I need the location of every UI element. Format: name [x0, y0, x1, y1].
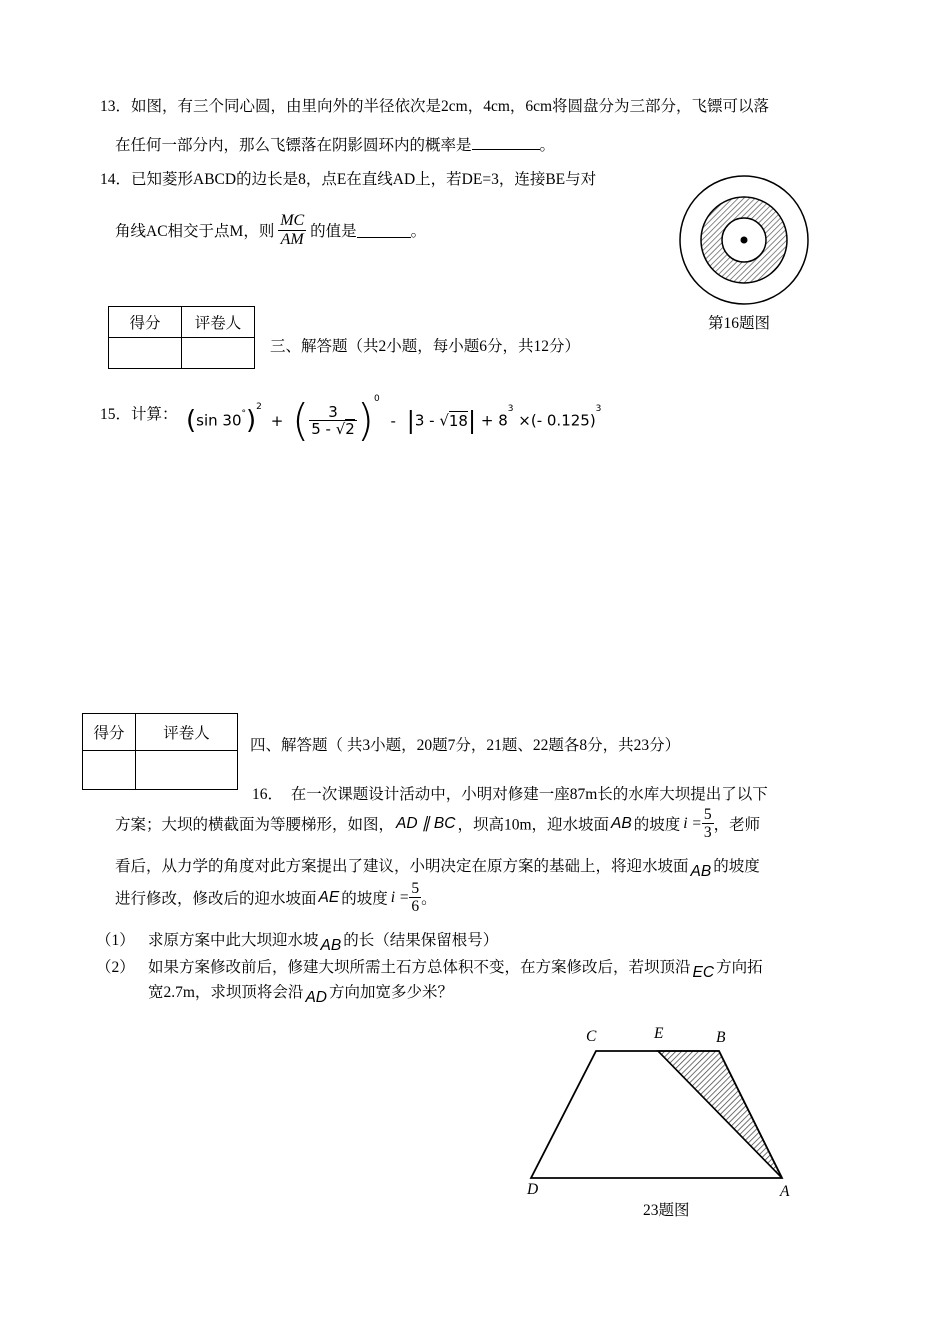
q16-slope2-den: 6 [411, 898, 420, 916]
q14-line1: 14．已知菱形ABCD的边长是8，点E在直线AD上，若DE=3，连接BE与对 [100, 171, 597, 188]
fig16-concentric-circles [676, 175, 812, 311]
fig23-label-a: A [780, 1183, 790, 1200]
fig23-dam-diagram [520, 1020, 810, 1200]
fig23-label-b: B [716, 1029, 726, 1046]
q15-abs-root: 18 [448, 411, 468, 430]
q15-plus: + [270, 411, 284, 430]
q14-frac-num: MC [280, 212, 305, 229]
q15-neg: (- 0.125) [530, 411, 596, 430]
q16-line3 [115, 854, 760, 880]
q16-line4b: AE [318, 888, 340, 906]
q16-line2g: ，老师 [713, 816, 761, 834]
section3-heading: 三、解答题（共2小题，每小题6分，共12分） [270, 338, 581, 355]
grader-header: 评卷人 [182, 307, 255, 338]
q16-line3c: 的坡度 [713, 858, 760, 875]
q14-end: 。 [410, 223, 427, 241]
q16-slope2-num: 5 [411, 880, 420, 897]
grader-cell[interactable] [182, 338, 255, 369]
q16-part2-num: （2） [96, 959, 135, 976]
q15-abs-a: 3 - [414, 411, 435, 430]
grader-cell-2[interactable] [136, 751, 238, 790]
q15-frac-den-root: 2 [345, 420, 355, 438]
q16-part1-text-a: 求原方案中此大坝迎水坡 [148, 932, 319, 949]
q15-exp3: 3 [507, 404, 514, 414]
q15-deg: ° [241, 409, 247, 419]
q16-part2-line2 [148, 980, 453, 1006]
q16-line4e: 。 [421, 890, 437, 908]
q15-exp2: 2 [256, 402, 262, 412]
score-cell[interactable] [109, 338, 182, 369]
q16-line2d: AB [611, 814, 632, 832]
q15-fraction: $\frac{3}{5 - √2}$ [311, 402, 355, 438]
q16-line2a: 方案；大坝的横截面为等腰梯形，如图， [115, 816, 395, 834]
q16-line2f: i = [683, 814, 702, 832]
score-table-1 [108, 306, 255, 369]
q16-slope1 [702, 806, 714, 841]
q16-part2 [96, 955, 763, 981]
fig23-label-c: C [586, 1028, 597, 1045]
q14-answer-blank[interactable] [357, 223, 411, 238]
q16-line4c: 的坡度 [341, 890, 388, 908]
q16-part1-text-c: 的长（结果保留根号） [343, 932, 499, 949]
q16-line2e: 的坡度 [633, 816, 681, 834]
q15-sin: sin 30 [196, 411, 242, 430]
q15-formula: (sin 30°)$^2$ + ( $\frac{3}{5 - √2}$ )$^0 - |3 - √18| + 8^3$ ×(- 0.125)$^3$ [186, 394, 602, 446]
fig23-label-e: E [654, 1025, 664, 1042]
fig23-label-d: D [527, 1181, 539, 1198]
q16-part2-text-c: 方向拓 [716, 959, 763, 976]
q16-part1-text-b: AB [320, 937, 342, 954]
q15-exp3b: 3 [595, 404, 602, 414]
q15-exp0: 0 [374, 394, 380, 404]
q15-label: 15．计算： [100, 406, 178, 423]
q16-part2-line2c: 方向加宽多少米？ [328, 984, 453, 1001]
q14-frac-den: AM [280, 230, 304, 248]
grader-header-2: 评卷人 [136, 714, 238, 751]
q16-part1-num: （1） [96, 932, 135, 949]
q15-plus8: + 8 [480, 411, 508, 430]
q16-line2b: AD ∥ BC [396, 815, 456, 833]
q13-line1: 13．如图，有三个同心圆，由里向外的半径依次是2cm，4cm，6cm将圆盘分为三部分，飞镖可以落 [100, 98, 770, 115]
fig23-caption: 23题图 [643, 1202, 690, 1219]
q16-line1: 16． 在一次课题设计活动中，小明对修建一座87m长的水库大坝提出了以下 [252, 786, 768, 803]
q16-line3b: AB [690, 863, 712, 880]
q14-prefix: 角线AC相交于点M，则 [115, 223, 275, 241]
q16-part2-line2a: 宽2.7m，求坝顶将会沿 [148, 984, 304, 1001]
q14-suffix: 的值是 [310, 223, 357, 241]
q16-part2-line2b: AD [305, 989, 327, 1006]
q16-part2-text-a: 如果方案修改前后，修建大坝所需土石方总体积不变，在方案修改后，若坝顶沿 [148, 959, 691, 976]
score-table-2 [82, 713, 238, 790]
q14-fraction [278, 212, 306, 248]
q16-line4a: 进行修改，修改后的迎水坡面 [115, 890, 317, 908]
q16-line2 [115, 806, 760, 841]
q16-line4d: i = [390, 888, 410, 906]
score-header: 得分 [109, 307, 182, 338]
q13-line2-text: 在任何一部分内，那么飞镖落在阴影圆环内的概率是 [115, 137, 472, 154]
q16-line2c: ，坝高10m，迎水坡面 [457, 816, 610, 834]
q14-line2 [115, 212, 426, 248]
q13-line2 [115, 133, 555, 155]
section4-heading: 四、解答题（ 共3小题，20题7分，21题、22题各8分，共23分） [250, 737, 681, 754]
q16-line4 [115, 880, 437, 915]
q15-frac-num: 3 [309, 404, 357, 422]
q15-minus: - [390, 411, 396, 430]
q13-answer-blank[interactable] [472, 135, 540, 150]
q16-part2-text-b: EC [692, 964, 715, 981]
q16-slope1-num: 5 [703, 806, 712, 823]
fig16-caption: 第16题图 [708, 315, 771, 332]
center-dot [741, 237, 748, 244]
q15-frac-den-a: 5 - [311, 420, 331, 438]
q15-times: × [518, 411, 531, 430]
q16-slope2 [409, 880, 421, 915]
score-header-2: 得分 [83, 714, 136, 751]
q16-slope1-den: 3 [703, 824, 712, 842]
score-cell-2[interactable] [83, 751, 136, 790]
q16-part1 [96, 928, 499, 954]
q16-line3a: 看后，从力学的角度对此方案提出了建议，小明决定在原方案的基础上，将迎水坡面 [115, 858, 689, 875]
q13-end: 。 [539, 137, 556, 154]
